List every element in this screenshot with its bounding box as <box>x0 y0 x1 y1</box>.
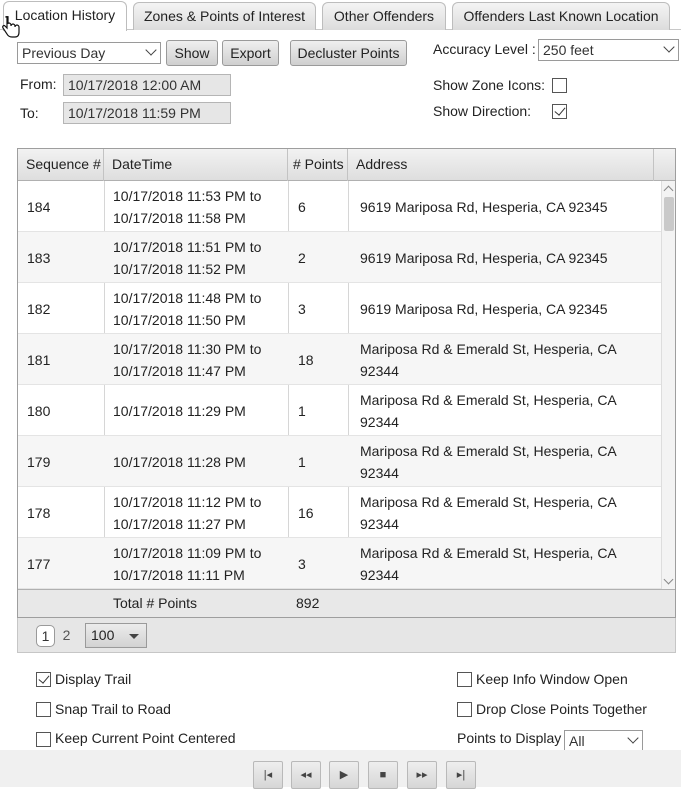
address-cell: 9619 Mariposa Rd, Hesperia, CA 92345 <box>360 249 608 266</box>
points-cell: 3 <box>298 555 306 572</box>
table-row[interactable] <box>18 181 661 232</box>
datetime-end: 10/17/2018 11:47 PM <box>113 362 246 379</box>
stop-button[interactable]: ■ <box>368 761 398 789</box>
show-direction-checkbox[interactable] <box>552 104 567 119</box>
grid-header <box>18 149 675 181</box>
decluster-points-button[interactable]: Decluster Points <box>290 40 407 66</box>
hand-cursor-icon <box>2 16 20 38</box>
sequence-cell: 182 <box>27 300 51 317</box>
table-row[interactable] <box>18 283 661 334</box>
address-cell: Mariposa Rd & Emerald St, Hesperia, CA 92344 <box>360 340 616 379</box>
keep-centered-label: Keep Current Point Centered <box>55 730 236 746</box>
keep-info-window-label: Keep Info Window Open <box>476 671 628 687</box>
keep-info-window-checkbox[interactable] <box>457 672 472 687</box>
points-cell: 1 <box>298 453 306 470</box>
scroll-thumb[interactable] <box>664 197 674 231</box>
drop-close-points-label: Drop Close Points Together <box>476 701 647 717</box>
sequence-cell: 177 <box>27 555 51 572</box>
export-button[interactable]: Export <box>222 40 279 66</box>
last-point-button[interactable]: ▸| <box>446 761 476 789</box>
datetime-cell <box>113 436 293 487</box>
accuracy-level-label: Accuracy Level : <box>433 41 536 57</box>
page-1-button[interactable]: 1 <box>36 625 55 647</box>
tab-other-offenders[interactable]: Other Offenders <box>322 2 446 30</box>
keep-centered-checkbox[interactable] <box>36 732 51 747</box>
display-trail-checkbox[interactable] <box>36 672 51 687</box>
first-point-button[interactable]: |◂ <box>253 761 283 789</box>
address-cell: Mariposa Rd & Emerald St, Hesperia, CA 92344 <box>360 544 616 583</box>
total-points-value: 892 <box>296 595 320 611</box>
grid-pager <box>17 618 676 653</box>
datetime-start: 10/17/2018 11:53 PM to <box>113 187 262 204</box>
sequence-cell: 178 <box>27 504 51 521</box>
datetime-start: 10/17/2018 11:48 PM to <box>113 289 262 306</box>
column-header-points[interactable]: # Points <box>288 149 348 181</box>
grid-body <box>18 181 661 589</box>
points-cell: 3 <box>298 300 306 317</box>
column-header-address[interactable]: Address <box>348 149 654 181</box>
grid-scrollbar[interactable] <box>661 181 675 589</box>
datetime-cell <box>113 232 293 283</box>
accuracy-level-select[interactable]: 250 feet <box>538 39 679 61</box>
address-cell: Mariposa Rd & Emerald St, Hesperia, CA 92344 <box>360 493 616 532</box>
datetime-start: 10/17/2018 11:29 PM <box>113 402 246 419</box>
datetime-start: 10/17/2018 11:51 PM to <box>113 238 262 255</box>
snap-trail-checkbox[interactable] <box>36 702 51 717</box>
sequence-cell: 183 <box>27 249 51 266</box>
datetime-cell <box>113 487 293 538</box>
datetime-cell <box>113 283 293 334</box>
tab-zones-points-of-interest[interactable]: Zones & Points of Interest <box>133 2 316 30</box>
datetime-start: 10/17/2018 11:09 PM to <box>113 544 262 561</box>
sequence-cell: 179 <box>27 453 51 470</box>
tab-bar <box>0 0 681 30</box>
chevron-down-icon <box>627 732 638 743</box>
points-cell: 18 <box>298 351 314 368</box>
datetime-end: 10/17/2018 11:58 PM <box>113 209 246 226</box>
page-2-button[interactable]: 2 <box>62 627 71 643</box>
scroll-up-icon[interactable] <box>664 186 674 196</box>
datetime-cell <box>113 538 293 589</box>
address-cell: Mariposa Rd & Emerald St, Hesperia, CA 92344 <box>360 391 616 430</box>
location-history-grid <box>17 148 676 618</box>
datetime-end: 10/17/2018 11:52 PM <box>113 260 246 277</box>
address-cell: Mariposa Rd & Emerald St, Hesperia, CA 92344 <box>360 442 616 481</box>
scroll-down-icon[interactable] <box>664 575 674 585</box>
show-button[interactable]: Show <box>166 40 218 66</box>
datetime-start: 10/17/2018 11:30 PM to <box>113 340 262 357</box>
datetime-start: 10/17/2018 11:28 PM <box>113 453 246 470</box>
datetime-start: 10/17/2018 11:12 PM to <box>113 493 262 510</box>
points-cell: 6 <box>298 198 306 215</box>
datetime-cell <box>113 334 293 385</box>
snap-trail-label: Snap Trail to Road <box>55 701 171 717</box>
show-zone-icons-checkbox[interactable] <box>552 78 567 93</box>
table-row[interactable] <box>18 538 661 589</box>
table-row[interactable] <box>18 385 661 436</box>
rewind-button[interactable]: ◂◂ <box>291 761 321 789</box>
chevron-down-icon <box>663 41 674 52</box>
column-header-sequence[interactable]: Sequence # <box>18 149 104 181</box>
table-row[interactable] <box>18 232 661 283</box>
sequence-cell: 184 <box>27 198 51 215</box>
address-cell: 9619 Mariposa Rd, Hesperia, CA 92345 <box>360 198 608 215</box>
date-range-select[interactable]: Previous Day <box>17 42 161 64</box>
points-cell: 1 <box>298 402 306 419</box>
sequence-cell: 180 <box>27 402 51 419</box>
display-trail-label: Display Trail <box>55 671 132 687</box>
tab-offenders-last-known-location[interactable]: Offenders Last Known Location <box>452 2 670 30</box>
table-row[interactable] <box>18 334 661 385</box>
table-row[interactable] <box>18 487 661 538</box>
grid-footer <box>18 589 675 617</box>
page-size-select[interactable]: 100 <box>85 623 147 648</box>
chevron-down-icon <box>145 44 156 55</box>
datetime-cell <box>113 385 293 436</box>
drop-close-points-checkbox[interactable] <box>457 702 472 717</box>
to-datetime-input[interactable]: 10/17/2018 11:59 PM <box>63 102 231 124</box>
from-label: From: <box>20 76 57 92</box>
datetime-cell <box>113 181 293 232</box>
datetime-end: 10/17/2018 11:50 PM <box>113 311 246 328</box>
show-direction-label: Show Direction: <box>433 103 532 119</box>
points-cell: 16 <box>298 504 314 521</box>
fast-forward-button[interactable]: ▸▸ <box>407 761 437 789</box>
tab-location-history[interactable]: Location History <box>3 1 127 31</box>
points-cell: 2 <box>298 249 306 266</box>
caret-down-icon <box>129 634 139 639</box>
show-zone-icons-label: Show Zone Icons: <box>433 77 546 93</box>
sequence-cell: 181 <box>27 351 51 368</box>
datetime-end: 10/17/2018 11:27 PM <box>113 515 246 532</box>
points-to-display-select[interactable]: All <box>564 730 643 751</box>
total-points-label: Total # Points <box>113 595 198 611</box>
to-label: To: <box>20 105 39 121</box>
table-row[interactable] <box>18 436 661 487</box>
address-cell: 9619 Mariposa Rd, Hesperia, CA 92345 <box>360 300 608 317</box>
from-datetime-input[interactable]: 10/17/2018 12:00 AM <box>63 74 231 96</box>
points-to-display-label: Points to Display <box>457 730 562 746</box>
column-header-datetime[interactable]: DateTime <box>104 149 288 181</box>
datetime-end: 10/17/2018 11:11 PM <box>113 566 245 583</box>
play-button[interactable]: ▶ <box>329 761 359 789</box>
